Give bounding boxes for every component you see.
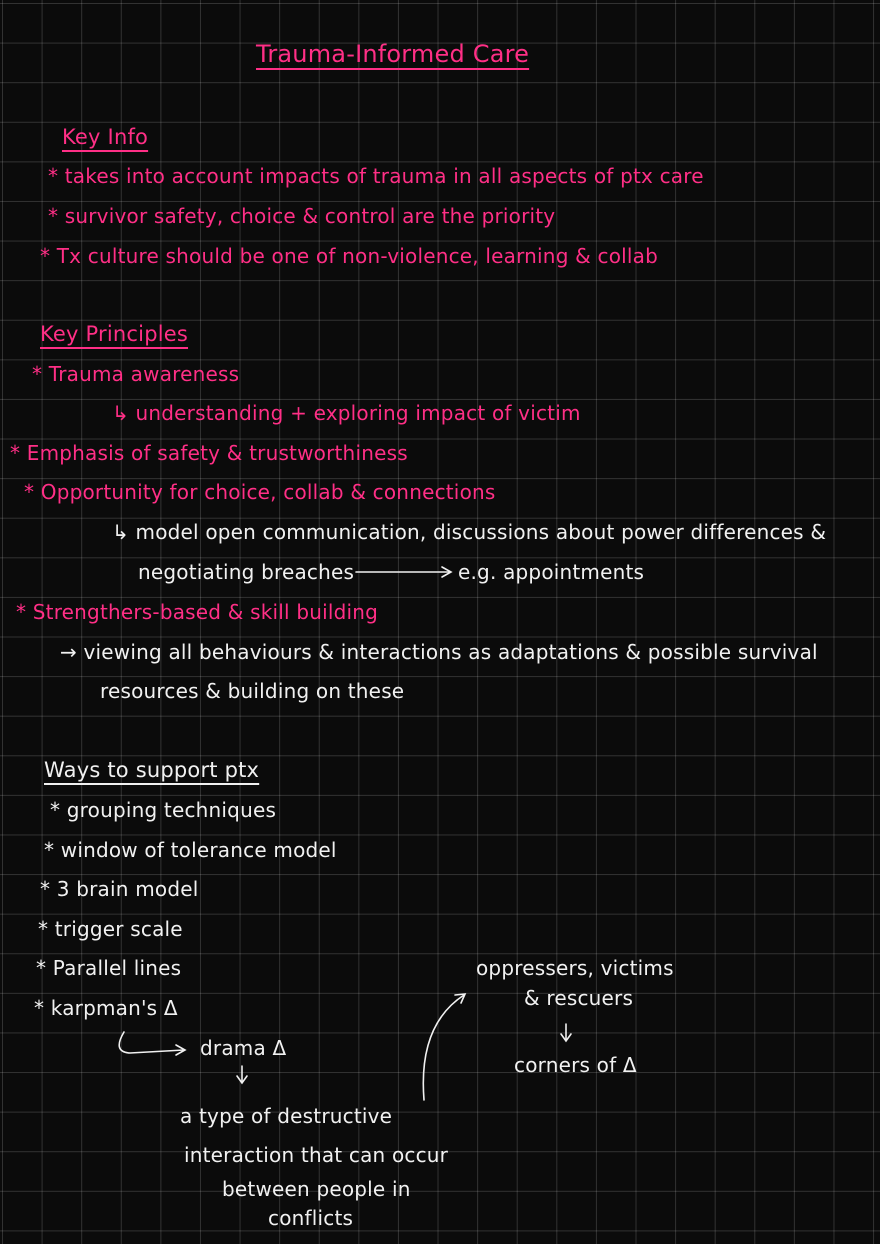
right-arrow-icon	[356, 567, 451, 577]
drama-definition-1: a type of destructive	[180, 1104, 393, 1128]
principle-strengths-detail: → viewing all behaviours & interactions as adaptations & possible survival	[60, 640, 818, 664]
down-arrow-icon	[561, 1024, 571, 1041]
principle-choice-detail-cont: negotiating breaches	[138, 560, 355, 584]
key-info-heading: Key Info	[62, 125, 149, 149]
key-principles-heading: Key Principles	[40, 322, 189, 346]
principle-safety: * Emphasis of safety & trustworthiness	[10, 441, 408, 465]
roles-label-2: & rescuers	[524, 986, 634, 1010]
principle-choice-example: e.g. appointments	[458, 560, 645, 584]
drama-definition-2: interaction that can occur	[184, 1143, 449, 1167]
principle-choice: * Opportunity for choice, collab & connections	[24, 480, 496, 504]
ways-item-3: * 3 brain model	[40, 877, 199, 901]
drama-triangle-label: drama Δ	[200, 1036, 287, 1060]
drama-definition-4: conflicts	[268, 1206, 354, 1230]
roles-label-1: oppressers, victims	[476, 956, 674, 980]
page-title: Trauma-Informed Care	[256, 40, 530, 68]
down-arrow-icon	[237, 1066, 247, 1083]
corners-label: corners of Δ	[514, 1053, 637, 1077]
curved-arrow-icon	[423, 994, 465, 1100]
principle-strengths-detail-cont: resources & building on these	[100, 679, 405, 703]
key-info-item-1: * takes into account impacts of trauma in all aspects of ptx care	[48, 164, 704, 188]
principle-trauma-awareness-detail: ↳ understanding + exploring impact of victim	[112, 401, 581, 425]
hook-arrow-icon	[119, 1032, 185, 1055]
ways-item-5: * Parallel lines	[36, 956, 182, 980]
principle-trauma-awareness: * Trauma awareness	[32, 362, 240, 386]
ways-item-1: * grouping techniques	[50, 798, 277, 822]
principle-strengths: * Strengthers-based & skill building	[16, 600, 379, 624]
ways-item-2: * window of tolerance model	[44, 838, 337, 862]
drama-definition-3: between people in	[222, 1177, 411, 1201]
ways-item-6: * karpman's Δ	[34, 996, 178, 1020]
ways-heading: Ways to support ptx	[44, 758, 260, 782]
key-info-item-3: * Tx culture should be one of non-violence, learning & collab	[40, 244, 658, 268]
ways-item-4: * trigger scale	[38, 917, 183, 941]
key-info-item-2: * survivor safety, choice & control are the priority	[48, 204, 556, 228]
principle-choice-detail: ↳ model open communication, discussions about power differences &	[112, 520, 827, 544]
